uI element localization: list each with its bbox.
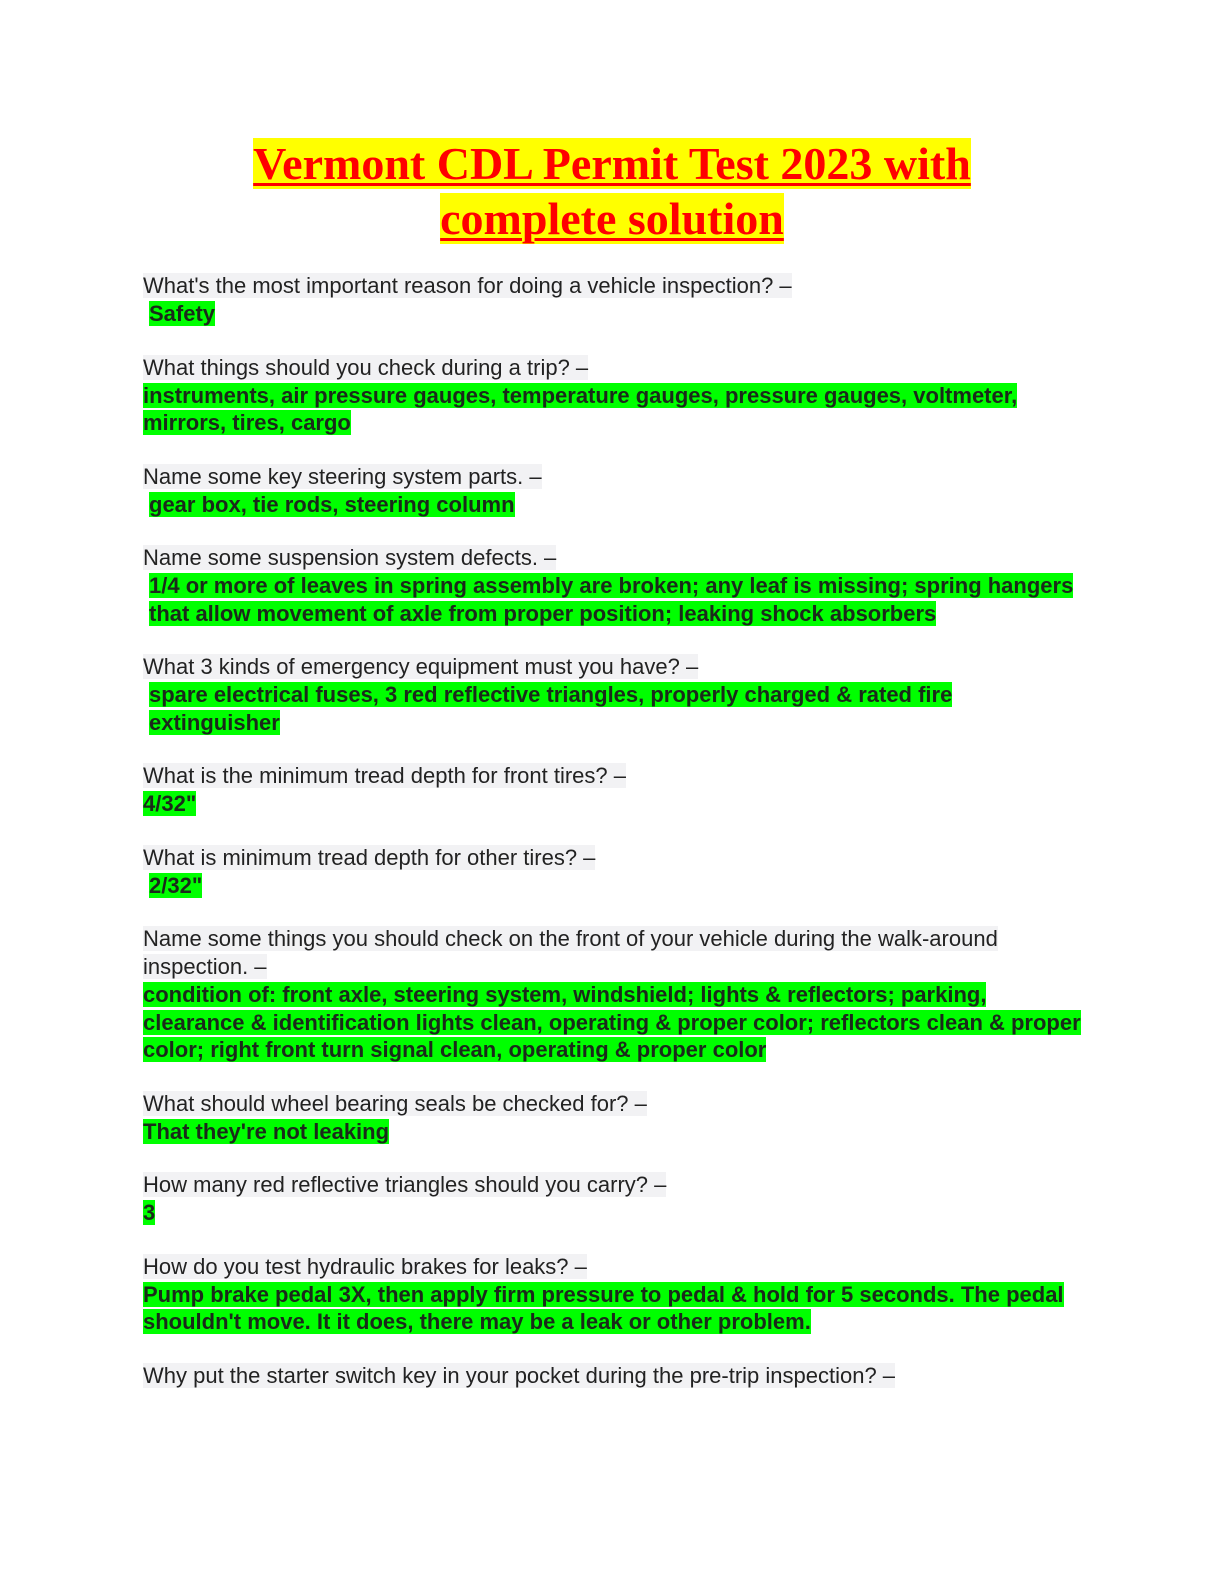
qa-item — [143, 1171, 1083, 1227]
qa-item — [143, 463, 1083, 519]
answer-text: Safety — [149, 301, 216, 326]
question-text: Why put the starter switch key in your pocket during the pre-trip inspection? – — [143, 1362, 896, 1388]
question-text: Name some key steering system parts. – — [143, 463, 542, 489]
question-text: Name some suspension system defects. – — [143, 545, 557, 570]
question-text: What's the most important reason for doing a vehicle inspection? – — [143, 273, 792, 298]
document-title — [140, 136, 1084, 246]
question-text: What is the minimum tread depth for front tires? – — [143, 763, 626, 788]
question-text: What 3 kinds of emergency equipment must you have? – — [143, 654, 699, 679]
title-line-2: complete solution — [440, 193, 784, 244]
qa-item — [143, 653, 1083, 736]
question-text: What should wheel bearing seals be checked for? – — [143, 1090, 647, 1116]
qa-item — [143, 1362, 1083, 1390]
question-text: How do you test hydraulic brakes for leaks? – — [143, 1253, 587, 1279]
answer-text: spare electrical fuses, 3 red reflective triangles, properly charged & rated fire extinguisher — [149, 682, 953, 735]
answer-text: 2/32" — [149, 872, 203, 898]
answer-text: 4/32" — [143, 791, 197, 816]
qa-item — [143, 1090, 1083, 1146]
qa-list — [143, 272, 1083, 1416]
question-text: How many red reflective triangles should you carry? – — [143, 1172, 667, 1197]
title-line-1: Vermont CDL Permit Test 2023 with — [253, 138, 971, 189]
answer-text: 1/4 or more of leaves in spring assembly are broken; any leaf is missing; spring hangers that allow movement of axle from proper position; leaking shock absorbers — [149, 573, 1074, 626]
question-text: What things should you check during a trip? – — [143, 354, 589, 380]
answer-text: gear box, tie rods, steering column — [149, 491, 515, 517]
question-text: Name some things you should check on the front of your vehicle during the walk-around inspection. – — [143, 926, 998, 979]
qa-item — [143, 762, 1083, 818]
question-text: What is minimum tread depth for other tires? – — [143, 844, 596, 870]
qa-item — [143, 354, 1083, 437]
qa-item — [143, 544, 1083, 627]
qa-item — [143, 1253, 1083, 1336]
answer-text: instruments, air pressure gauges, temperature gauges, pressure gauges, voltmeter, mirrors, tires, cargo — [143, 382, 1018, 435]
answer-text: That they're not leaking — [143, 1118, 390, 1144]
answer-text: condition of: front axle, steering system, windshield; lights & reflectors; parking, clearance & identification lights clean, operating & proper color; reflectors clean & proper color; right front turn signal clean, operating & proper color — [143, 982, 1081, 1062]
qa-item — [143, 844, 1083, 900]
answer-text: Pump brake pedal 3X, then apply firm pressure to pedal & hold for 5 seconds. The pedal shouldn't move. It it does, there may be a leak or other problem. — [143, 1281, 1064, 1334]
answer-text: 3 — [143, 1200, 156, 1225]
qa-item — [143, 272, 1083, 328]
qa-item — [143, 925, 1083, 1064]
